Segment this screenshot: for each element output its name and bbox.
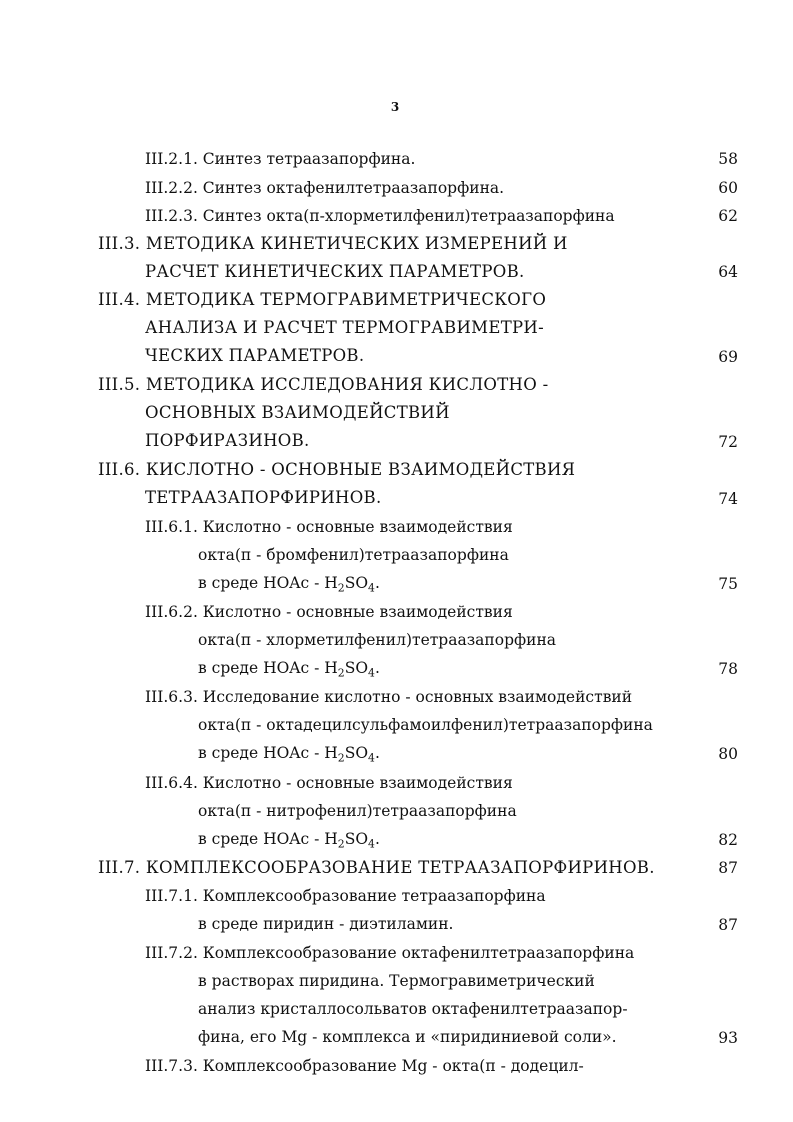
toc-page-ref: 60 <box>718 179 738 197</box>
toc-entry-III-7-1: III.7.1. Комплексообразование тетраазапорфина <box>145 887 546 905</box>
toc-page-ref: 62 <box>718 207 738 225</box>
toc-page-ref: 58 <box>718 150 738 168</box>
toc-entry-III-5-cont: ПОРФИРАЗИНОВ. <box>145 431 310 450</box>
toc-page-ref: 74 <box>718 490 738 508</box>
toc-entry-III-2-2: III.2.2. Синтез октафенилтетраазапорфина. <box>145 179 505 197</box>
toc-entry-III-2-1: III.2.1. Синтез тетраазапорфина. <box>145 150 416 168</box>
toc-entry-III-6-4-cont: в среде HOAc - $H_2SO_4$. <box>198 830 380 851</box>
toc-entry-III-5-cont: ОСНОВНЫХ ВЗАИМОДЕЙСТВИЙ <box>145 403 450 422</box>
toc-entry-III-7-1-cont: в среде пиридин - диэтиламин. <box>198 915 454 933</box>
toc-entry-III-3: III.3. МЕТОДИКА КИНЕТИЧЕСКИХ ИЗМЕРЕНИЙ И <box>98 234 568 253</box>
toc-entry-III-6-2: III.6.2. Кислотно - основные взаимодействия <box>145 603 513 621</box>
toc-page-ref: 72 <box>718 433 738 451</box>
toc-page-ref: 87 <box>718 859 738 877</box>
toc-entry-III-4-cont: АНАЛИЗА И РАСЧЕТ ТЕРМОГРАВИМЕТРИ- <box>145 318 544 337</box>
toc-entry-III-3-cont: РАСЧЕТ КИНЕТИЧЕСКИХ ПАРАМЕТРОВ. <box>145 262 525 281</box>
toc-entry-III-6-cont: ТЕТРААЗАПОРФИРИНОВ. <box>145 488 382 507</box>
toc-entry-III-2-3: III.2.3. Синтез окта(п-хлорметилфенил)тетраазапорфина <box>145 207 615 225</box>
toc-page-ref: 93 <box>718 1029 738 1047</box>
toc-page-ref: 75 <box>718 575 738 593</box>
toc-page-ref: 64 <box>718 263 738 281</box>
toc-entry-III-6-1-cont: окта(п - бромфенил)тетраазапорфина <box>198 546 509 564</box>
toc-entry-III-6: III.6. КИСЛОТНО - ОСНОВНЫЕ ВЗАИМОДЕЙСТВИЯ <box>98 460 576 479</box>
toc-entry-III-6-1-cont: в среде HOAc - $H_2SO_4$. <box>198 574 380 595</box>
toc-entry-III-7-3: III.7.3. Комплексообразование Mg - окта(п - додецил- <box>145 1057 584 1075</box>
toc-entry-III-6-4-cont: окта(п - нитрофенил)тетраазапорфина <box>198 802 517 820</box>
toc-entry-III-7-2-cont: фина, его Mg - комплекса и «пиридиниевой соли». <box>198 1028 617 1046</box>
toc-entry-III-7: III.7. КОМПЛЕКСООБРАЗОВАНИЕ ТЕТРААЗАПОРФИРИНОВ. <box>98 858 655 877</box>
toc-entry-III-6-2-cont: в среде HOAc - $H_2SO_4$. <box>198 659 380 680</box>
toc-page-ref: 82 <box>718 831 738 849</box>
toc-entry-III-7-2: III.7.2. Комплексообразование октафенилтетраазапорфина <box>145 944 635 962</box>
toc-entry-III-6-3-cont: в среде HOAc - $H_2SO_4$. <box>198 744 380 765</box>
toc-entry-III-7-2-cont: в растворах пиридина. Термогравиметрический <box>198 972 595 990</box>
toc-page-ref: 78 <box>718 660 738 678</box>
toc-page-ref: 80 <box>718 745 738 763</box>
page-number: 3 <box>390 100 400 114</box>
toc-page-ref: 87 <box>718 916 738 934</box>
toc-entry-III-4-cont: ЧЕСКИХ ПАРАМЕТРОВ. <box>145 346 365 365</box>
toc-entry-III-4: III.4. МЕТОДИКА ТЕРМОГРАВИМЕТРИЧЕСКОГО <box>98 290 547 309</box>
toc-entry-III-6-4: III.6.4. Кислотно - основные взаимодействия <box>145 774 513 792</box>
toc-entry-III-6-1: III.6.1. Кислотно - основные взаимодействия <box>145 518 513 536</box>
toc-entry-III-6-2-cont: окта(п - хлорметилфенил)тетраазапорфина <box>198 631 557 649</box>
toc-entry-III-6-3-cont: окта(п - октадецилсульфамоилфенил)тетраазапорфина <box>198 716 653 734</box>
toc-entry-III-6-3: III.6.3. Исследование кислотно - основных взаимодействий <box>145 688 633 706</box>
toc-entry-III-7-2-cont: анализ кристаллосольватов октафенилтетраазапор- <box>198 1000 628 1018</box>
toc-entry-III-5: III.5. МЕТОДИКА ИССЛЕДОВАНИЯ КИСЛОТНО - <box>98 375 549 394</box>
toc-page-ref: 69 <box>718 348 738 366</box>
